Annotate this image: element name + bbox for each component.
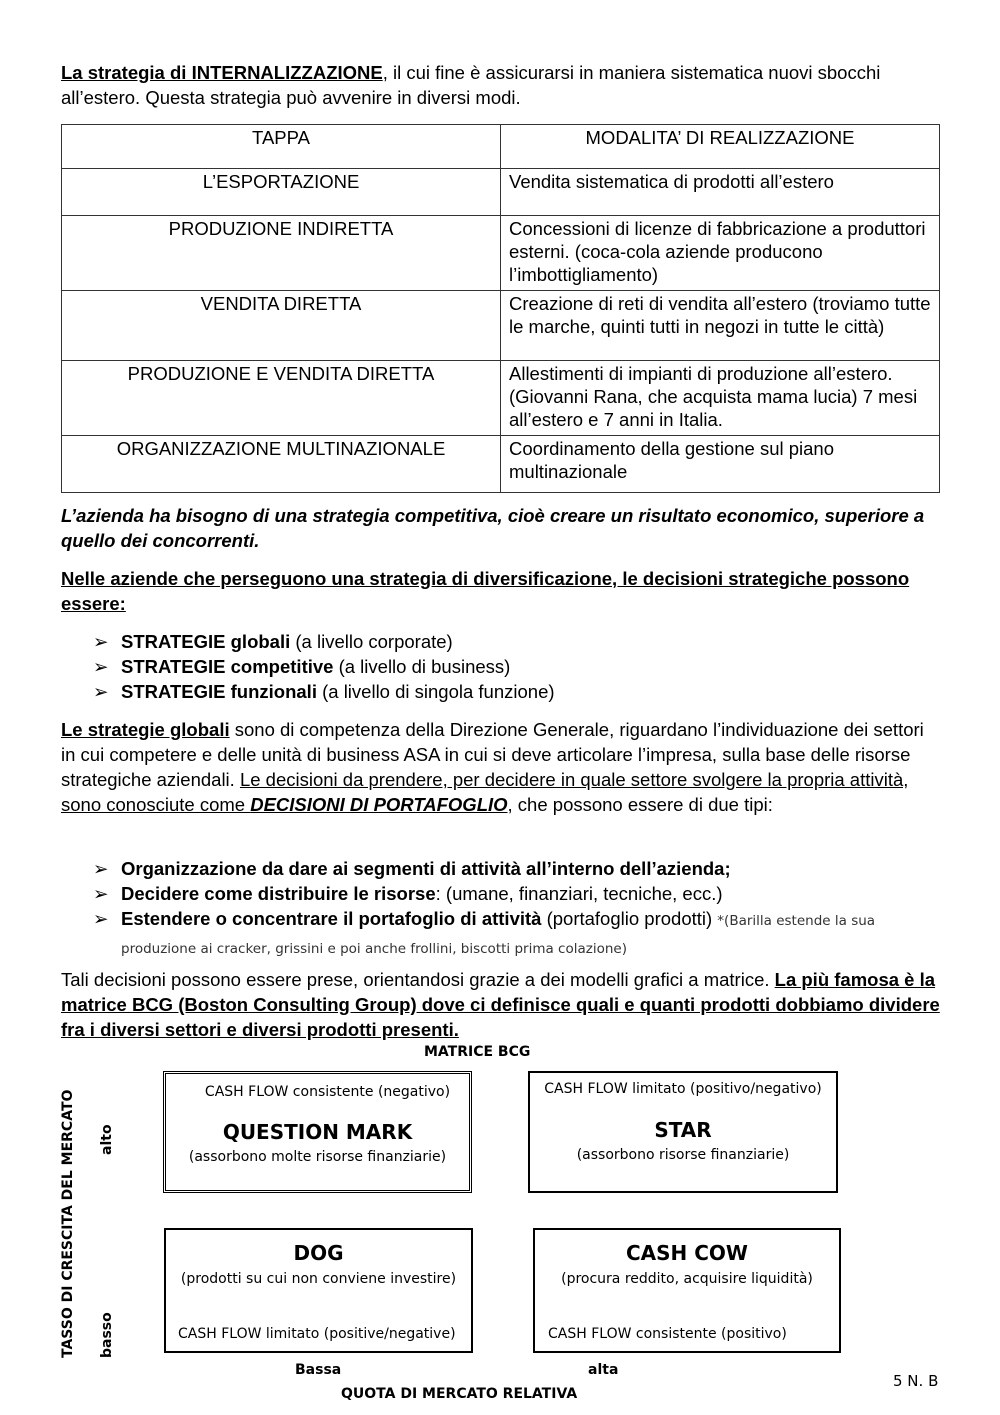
intro-text: , il cui fine è assicurarsi in maniera sistematica nuovi sbocchi all’estero. Questa strategia può avvenire in diversi modi. — [61, 62, 881, 108]
list-item-text: (a livello corporate) — [290, 631, 453, 652]
table-row — [62, 291, 940, 361]
quadrant-title: STAR — [654, 1118, 712, 1142]
decision-list — [93, 856, 941, 962]
cash-flow-label: CASH FLOW consistente (negativo) — [204, 1084, 451, 1100]
global-text: sono di competenza della Direzione Generale, riguardano l’individuazione dei settori in cui competere e delle unità di business ASA in cui si deve articolare l’impresa, sulla base delle risorse strategiche aziendali. — [61, 719, 924, 790]
cash-flow-label: CASH FLOW limitato (positive/negative) — [178, 1326, 456, 1342]
list-item-bold: Estendere o concentrare il portafoglio di attività — [121, 908, 542, 929]
star-box — [528, 1071, 838, 1193]
table-row — [62, 169, 940, 216]
y-axis-low-label: basso — [99, 1312, 115, 1358]
cash-flow-label: CASH FLOW consistente (positivo) — [548, 1326, 787, 1342]
arrow-bullet-icon: ➢ — [93, 858, 109, 879]
table-header-row — [62, 125, 940, 169]
strategy-list — [93, 629, 555, 704]
list-item — [93, 856, 941, 881]
global-lead: Le strategie globali — [61, 719, 230, 740]
quadrant-description: (assorbono risorse finanziarie) — [576, 1147, 790, 1163]
cash-flow-label: CASH FLOW limitato (positivo/negativo) — [544, 1081, 822, 1097]
global-strategies-paragraph — [61, 717, 941, 817]
quadrant-description: (prodotti su cui non conviene investire) — [180, 1271, 457, 1287]
list-item-text: (a livello di business) — [333, 656, 511, 677]
list-item-text: (portafoglio prodotti) — [541, 908, 718, 929]
competitive-strategy-paragraph: L’azienda ha bisogno di una strategia competitiva, cioè creare un risultato economico, superiore a quello dei concorrenti. — [61, 505, 925, 551]
table-cell-stage: L’ESPORTAZIONE — [62, 169, 501, 216]
table-row — [62, 216, 940, 291]
arrow-bullet-icon: ➢ — [93, 883, 109, 904]
quadrant-title: DOG — [293, 1241, 344, 1265]
internationalization-table — [61, 124, 940, 493]
matrix-title: MATRICE BCG — [424, 1044, 531, 1060]
y-axis-high-label: alto — [99, 1124, 115, 1155]
arrow-bullet-icon: ➢ — [93, 681, 109, 702]
table-row — [62, 436, 940, 493]
list-item-bold: STRATEGIE globali — [121, 631, 291, 652]
list-item-bold: STRATEGIE competitive — [121, 656, 334, 677]
list-item — [93, 881, 941, 906]
arrow-bullet-icon: ➢ — [93, 908, 109, 929]
portfolio-decisions-term: DECISIONI DI PORTAFOGLIO — [250, 794, 508, 815]
table-cell-stage: VENDITA DIRETTA — [62, 291, 501, 361]
table-cell-mode: Coordinamento della gestione sul piano multinazionale — [501, 436, 940, 493]
table-cell-stage: ORGANIZZAZIONE MULTINAZIONALE — [62, 436, 501, 493]
table-cell-mode: Allestimenti di impianti di produzione all’estero. (Giovanni Rana, che acquista mama lucia) 7 mesi all’estero e 7 anni in Italia. — [501, 361, 940, 436]
arrow-bullet-icon: ➢ — [93, 656, 109, 677]
diversification-heading: Nelle aziende che perseguono una strategia di diversificazione, le decisioni strategiche possono essere: — [61, 568, 910, 614]
bcg-intro-paragraph — [61, 967, 941, 1042]
dog-box — [164, 1228, 473, 1353]
list-item — [93, 629, 555, 654]
intro-paragraph — [61, 60, 941, 110]
quadrant-title: QUESTION MARK — [222, 1120, 413, 1144]
arrow-bullet-icon: ➢ — [93, 631, 109, 652]
global-text-end: , che possono essere di due tipi: — [507, 794, 773, 815]
x-axis-high-label: alta — [588, 1362, 619, 1378]
quadrant-description: (procura reddito, acquisire liquidità) — [561, 1271, 813, 1287]
table-cell-mode: Vendita sistematica di prodotti all’estero — [501, 169, 940, 216]
table-row — [62, 361, 940, 436]
x-axis-label: QUOTA DI MERCATO RELATIVA — [341, 1386, 578, 1402]
list-item-bold: Organizzazione da dare ai segmenti di attività all’interno dell’azienda; — [121, 858, 731, 879]
page-number: 5 N. B — [893, 1372, 939, 1390]
cash-cow-box — [533, 1228, 841, 1353]
bcg-intro-text: Tali decisioni possono essere prese, orientandosi grazie a dei modelli grafici a matrice. — [61, 969, 775, 990]
question-mark-box — [163, 1071, 472, 1193]
barilla-note: *(Barilla estende la sua produzione ai cracker, grissini e poi anche frollini, biscotti prima colazione) — [121, 913, 876, 957]
x-axis-low-label: Bassa — [295, 1362, 342, 1378]
list-item — [93, 679, 555, 704]
list-item-text: : (umane, finanziari, tecniche, ecc.) — [435, 883, 723, 904]
list-item-bold: STRATEGIE funzionali — [121, 681, 317, 702]
table-header-cell: MODALITA’ DI REALIZZAZIONE — [501, 125, 940, 169]
table-cell-mode: Concessioni di licenze di fabbricazione a produttori esterni. (coca-cola aziende producono l’imbottigliamento) — [501, 216, 940, 291]
table-cell-stage: PRODUZIONE INDIRETTA — [62, 216, 501, 291]
list-item-bold: Decidere come distribuire le risorse — [121, 883, 436, 904]
intro-title: La strategia di INTERNALIZZAZIONE — [61, 62, 383, 83]
quadrant-title: CASH COW — [625, 1241, 748, 1265]
y-axis-label: TASSO DI CRESCITA DEL MERCATO — [60, 1089, 76, 1358]
table-cell-stage: PRODUZIONE E VENDITA DIRETTA — [62, 361, 501, 436]
table-cell-mode: Creazione di reti di vendita all’estero (troviamo tutte le marche, quinti tutti in negozi in tutte le città) — [501, 291, 940, 361]
list-item-text: (a livello di singola funzione) — [316, 681, 555, 702]
table-header-cell: TAPPA — [62, 125, 501, 169]
list-item — [93, 906, 941, 962]
bcg-intro-bold: La più famosa è la matrice BCG (Boston Consulting Group) dove ci definisce quali e quanti prodotti dobbiamo dividere fra i diversi settori e diversi prodotti presenti. — [61, 969, 940, 1040]
global-underlined: Le decisioni da prendere, per decidere in quale settore svolgere la propria attività, sono conosciute come — [61, 769, 909, 815]
quadrant-description: (assorbono molte risorse finanziarie) — [188, 1149, 447, 1165]
list-item — [93, 654, 555, 679]
